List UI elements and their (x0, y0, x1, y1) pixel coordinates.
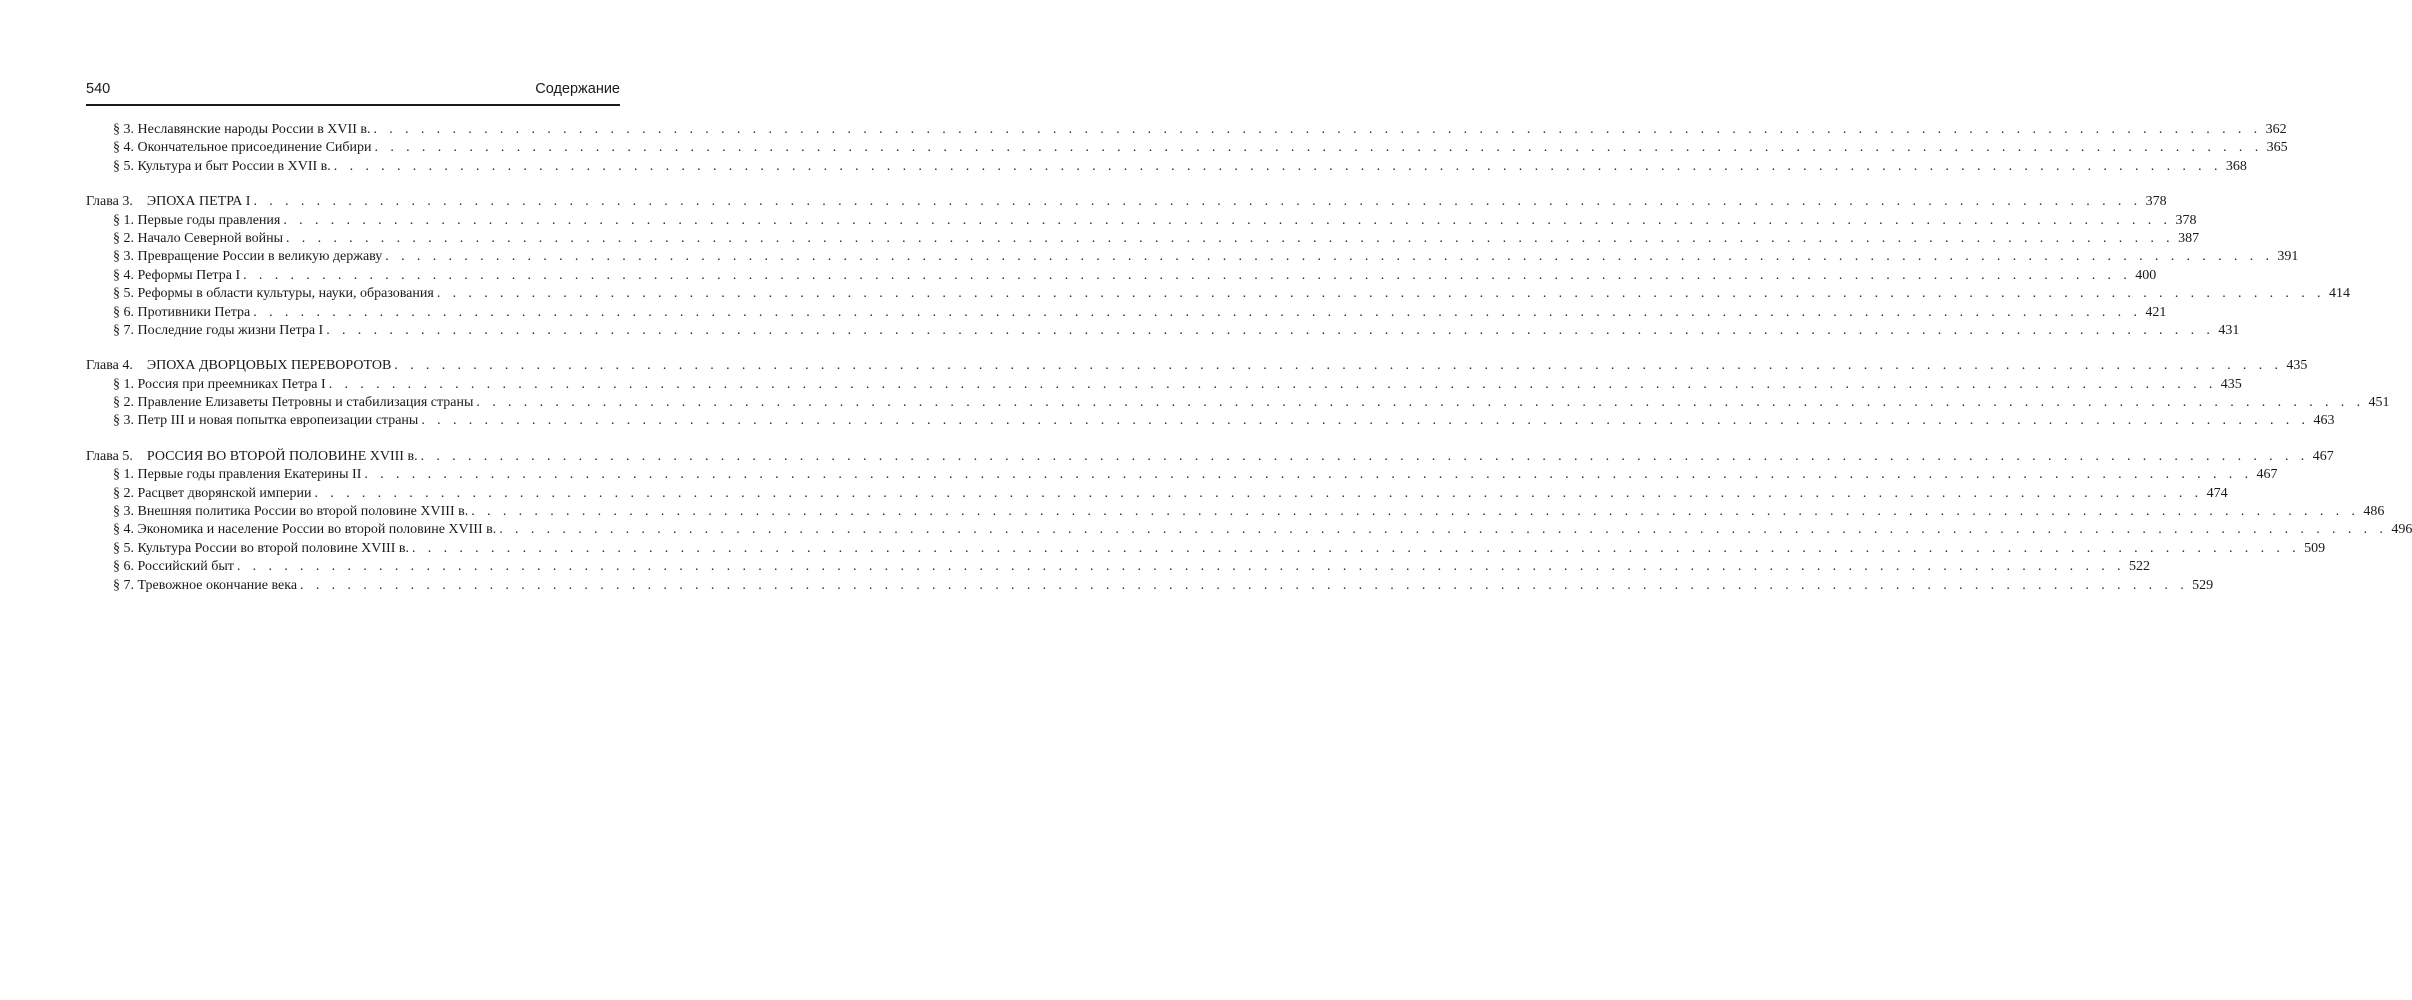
toc-entry-row[interactable] (86, 485, 2228, 503)
entry-page: 474 (2203, 485, 2228, 503)
running-title: Содержание (535, 81, 620, 97)
toc-chapter-row[interactable] (86, 357, 2308, 375)
chapter-page: 435 (2282, 357, 2307, 375)
chapter-heading (86, 448, 421, 466)
entry-page: 486 (2359, 503, 2384, 521)
entry-title: § 3. Петр III и новая попытка европеизации страны (113, 412, 421, 430)
entry-page: 365 (2263, 139, 2288, 157)
entry-title: § 5. Культура России во второй половине XVIII в. (113, 540, 412, 558)
leader-dots: . . . . . . . . . . . . . . . . . . . . . . . . . . . . . . . . . . . . . . . . . . . . . . . . . . . . . . . . . . . . . . . . . . . . . . . . . . . . . . . . . . . . . . . . . . . . . . . . . . . . . . . . . . . . . . . . . . . . . . . . (253, 194, 2142, 210)
entry-title: § 4. Реформы Петра I (113, 267, 243, 285)
entry-page: 435 (2217, 376, 2242, 394)
chapter-heading (86, 357, 394, 375)
entry-title: § 4. Окончательное присоединение Сибири (113, 139, 375, 157)
entry-title: § 3. Превращение России в великую державу (113, 248, 385, 266)
toc-entry-row[interactable] (86, 267, 2157, 285)
toc-entry-row[interactable] (86, 285, 2350, 303)
entry-title: § 1. Первые годы правления Екатерины II (113, 466, 364, 484)
chapter-number: Глава 4. (86, 358, 133, 374)
toc-entry-row[interactable] (86, 158, 2247, 176)
toc-entry-row[interactable] (86, 376, 2242, 394)
leader-dots: . . . . . . . . . . . . . . . . . . . . . . . . . . . . . . . . . . . . . . . . . . . . . . . . . . . . . . . . . . . . . . . . . . . . . . . . . . . . . . . . . . . . . . . . . . . . . . . . . . . . . . . . . . . . . . . . . . . . . . . . (314, 485, 2203, 501)
entry-page: 378 (2171, 212, 2196, 230)
toc-chapter-row[interactable] (86, 448, 2334, 466)
toc-group (86, 448, 2412, 595)
entry-page: 463 (2309, 412, 2334, 430)
leader-dots: . . . . . . . . . . . . . . . . . . . . . . . . . . . . . . . . . . . . . . . . . . . . . . . . . . . . . . . . . . . . . . . . . . . . . . . . . . . . . . . . . . . . . . . . . . . . . . . . . . . . . . . . . . . . . . . . . . . . . . . . (243, 267, 2132, 283)
leader-dots: . . . . . . . . . . . . . . . . . . . . . . . . . . . . . . . . . . . . . . . . . . . . . . . . . . . . . . . . . . . . . . . . . . . . . . . . . . . . . . . . . . . . . . . . . . . . . . . . . . . . . . . . . . . . . . . . . . . . . . . . (285, 230, 2175, 246)
toc-entry-row[interactable] (86, 212, 2197, 230)
entry-page: 451 (2365, 394, 2390, 412)
leader-dots: . . . . . . . . . . . . . . . . . . . . . . . . . . . . . . . . . . . . . . . . . . . . . . . . . . . . . . . . . . . . . . . . . . . . . . . . . . . . . . . . . . . . . . . . . . . . . . . . . . . . . . . . . . . . . . . . . . . . . . . . (421, 413, 2310, 429)
toc-entry-row[interactable] (86, 503, 2385, 521)
chapter-title: РОССИЯ ВО ВТОРОЙ ПОЛОВИНЕ XVIII в. (146, 448, 418, 464)
leader-dots: . . . . . . . . . . . . . . . . . . . . . . . . . . . . . . . . . . . . . . . . . . . . . . . . . . . . . . . . . . . . . . . . . . . . . . . . . . . . . . . . . . . . . . . . . . . . . . . . . . . . . . . . . . . . . . . . . . . . . . . . (328, 376, 2217, 392)
toc-entry-row[interactable] (86, 304, 2167, 322)
entry-title: § 5. Культура и быт России в XVII в. (113, 158, 334, 176)
leader-dots: . . . . . . . . . . . . . . . . . . . . . . . . . . . . . . . . . . . . . . . . . . . . . . . . . . . . . . . . . . . . . . . . . . . . . . . . . . . . . . . . . . . . . . . . . . . . . . . . . . . . . . . . . . . . . . . . . . . . . . . . (283, 212, 2172, 228)
chapter-number: Глава 3. (86, 194, 133, 210)
toc-entry-row[interactable] (86, 577, 2214, 595)
leader-dots: . . . . . . . . . . . . . . . . . . . . . . . . . . . . . . . . . . . . . . . . . . . . . . . . . . . . . . . . . . . . . . . . . . . . . . . . . . . . . . . . . . . . . . . . . . . . . . . . . . . . . . . . . . . . . . . . . . . . . . . . (333, 158, 2222, 174)
toc-entry-row[interactable] (86, 248, 2299, 266)
entry-page: 387 (2174, 230, 2199, 248)
toc-group (86, 121, 2288, 176)
toc-entry-row[interactable] (86, 394, 2390, 412)
entry-title: § 4. Экономика и население России во второй половине XVIII в. (113, 521, 499, 539)
entry-page: 467 (2252, 466, 2277, 484)
entry-page: 391 (2273, 248, 2298, 266)
leader-dots: . . . . . . . . . . . . . . . . . . . . . . . . . . . . . . . . . . . . . . . . . . . . . . . . . . . . . . . . . . . . . . . . . . . . . . . . . . . . . . . . . . . . . . . . . . . . . . . . . . . . . . . . . . . . . . . . . . . . . . . . (420, 448, 2309, 464)
toc-group (86, 357, 2390, 431)
entry-title: § 5. Реформы в области культуры, науки, образования (113, 285, 437, 303)
entry-page: 362 (2262, 121, 2287, 139)
toc-entry-row[interactable] (86, 322, 2240, 340)
leader-dots: . . . . . . . . . . . . . . . . . . . . . . . . . . . . . . . . . . . . . . . . . . . . . . . . . . . . . . . . . . . . . . . . . . . . . . . . . . . . . . . . . . . . . . . . . . . . . . . . . . . . . . . . . . . . . . . . . . . . . . . . (373, 122, 2262, 137)
table-of-contents (86, 121, 2412, 612)
leader-dots: . . . . . . . . . . . . . . . . . . . . . . . . . . . . . . . . . . . . . . . . . . . . . . . . . . . . . . . . . . . . . . . . . . . . . . . . . . . . . . . . . . . . . . . . . . . . . . . . . . . . . . . . . . . . . . . . . . . . . . . . (364, 467, 2253, 483)
toc-entry-row[interactable] (86, 466, 2278, 484)
toc-entry-row[interactable] (86, 139, 2288, 157)
toc-entry-row[interactable] (86, 230, 2200, 248)
entry-title: § 2. Расцвет дворянской империи (113, 485, 314, 503)
leader-dots: . . . . . . . . . . . . . . . . . . . . . . . . . . . . . . . . . . . . . . . . . . . . . . . . . . . . . . . . . . . . . . . . . . . . . . . . . . . . . . . . . . . . . . . . . . . . . . . . . . . . . . . . . . . . . . . . . . . . . . . . (253, 304, 2142, 320)
chapter-page: 378 (2142, 193, 2167, 211)
entry-page: 368 (2222, 158, 2247, 176)
leader-dots: . . . . . . . . . . . . . . . . . . . . . . . . . . . . . . . . . . . . . . . . . . . . . . . . . . . . . . . . . . . . . . . . . . . . . . . . . . . . . . . . . . . . . . . . . . . . . . . . . . . . . . . . . . . . . . . . . . . . . . . . (476, 395, 2365, 411)
chapter-number: Глава 5. (86, 448, 133, 464)
chapter-title: ЭПОХА ДВОРЦОВЫХ ПЕРЕВОРОТОВ (146, 358, 392, 374)
entry-page: 522 (2125, 558, 2150, 576)
toc-entry-row[interactable] (86, 521, 2412, 539)
leader-dots: . . . . . . . . . . . . . . . . . . . . . . . . . . . . . . . . . . . . . . . . . . . . . . . . . . . . . . . . . . . . . . . . . . . . . . . . . . . . . . . . . . . . . . . . . . . . . . . . . . . . . . . . . . . . . . . . . . . . . . . . (471, 504, 2360, 520)
entry-title: § 3. Внешняя политика России во второй половине XVIII в. (113, 503, 471, 521)
leader-dots: . . . . . . . . . . . . . . . . . . . . . . . . . . . . . . . . . . . . . . . . . . . . . . . . . . . . . . . . . . . . . . . . . . . . . . . . . . . . . . . . . . . . . . . . . . . . . . . . . . . . . . . . . . . . . . . . . . . . . . . . (326, 322, 2215, 338)
running-header (86, 78, 620, 106)
entry-title: § 3. Неславянские народы России в XVII в. (113, 121, 373, 139)
leader-dots: . . . . . . . . . . . . . . . . . . . . . . . . . . . . . . . . . . . . . . . . . . . . . . . . . . . . . . . . . . . . . . . . . . . . . . . . . . . . . . . . . . . . . . . . . . . . . . . . . . . . . . . . . . . . . . . . . . . . . . . . (499, 522, 2388, 538)
leader-dots: . . . . . . . . . . . . . . . . . . . . . . . . . . . . . . . . . . . . . . . . . . . . . . . . . . . . . . . . . . . . . . . . . . . . . . . . . . . . . . . . . . . . . . . . . . . . . . . . . . . . . . . . . . . . . . . . . . . . . . . . (436, 286, 2325, 302)
toc-entry-row[interactable] (86, 412, 2335, 430)
leader-dots: . . . . . . . . . . . . . . . . . . . . . . . . . . . . . . . . . . . . . . . . . . . . . . . . . . . . . . . . . . . . . . . . . . . . . . . . . . . . . . . . . . . . . . . . . . . . . . . . . . . . . . . . . . . . . . . . . . . . . . . . (236, 559, 2125, 575)
entry-title: § 7. Тревожное окончание века (113, 577, 300, 595)
entry-page: 529 (2188, 577, 2213, 595)
entry-page: 400 (2131, 267, 2156, 285)
leader-dots: . . . . . . . . . . . . . . . . . . . . . . . . . . . . . . . . . . . . . . . . . . . . . . . . . . . . . . . . . . . . . . . . . . . . . . . . . . . . . . . . . . . . . . . . . . . . . . . . . . . . . . . . . . . . . . . . . . . . . . . . (300, 577, 2189, 593)
page-number: 540 (86, 81, 111, 97)
toc-entry-row[interactable] (86, 558, 2150, 576)
toc-entry-row[interactable] (86, 540, 2326, 558)
entry-page: 431 (2214, 322, 2239, 340)
leader-dots: . . . . . . . . . . . . . . . . . . . . . . . . . . . . . . . . . . . . . . . . . . . . . . . . . . . . . . . . . . . . . . . . . . . . . . . . . . . . . . . . . . . . . . . . . . . . . . . . . . . . . . . . . . . . . . . . . . . . . . . . (394, 358, 2283, 374)
toc-chapter-row[interactable] (86, 193, 2167, 211)
chapter-page: 467 (2309, 448, 2334, 466)
entry-page: 421 (2141, 304, 2166, 322)
entry-title: § 1. Первые годы правления (113, 212, 283, 230)
entry-title: § 2. Правление Елизаветы Петровны и стабилизация страны (113, 394, 476, 412)
leader-dots: . . . . . . . . . . . . . . . . . . . . . . . . . . . . . . . . . . . . . . . . . . . . . . . . . . . . . . . . . . . . . . . . . . . . . . . . . . . . . . . . . . . . . . . . . . . . . . . . . . . . . . . . . . . . . . . . . . . . . . . . (411, 540, 2301, 556)
toc-entry-row[interactable] (86, 121, 2287, 139)
entry-title: § 7. Последние годы жизни Петра I (113, 322, 326, 340)
toc-group (86, 193, 2350, 340)
entry-page: 509 (2300, 540, 2325, 558)
entry-title: § 2. Начало Северной войны (113, 230, 286, 248)
entry-page: 496 (2387, 521, 2412, 539)
chapter-heading (86, 193, 253, 211)
leader-dots: . . . . . . . . . . . . . . . . . . . . . . . . . . . . . . . . . . . . . . . . . . . . . . . . . . . . . . . . . . . . . . . . . . . . . . . . . . . . . . . . . . . . . . . . . . . . . . . . . . . . . . . . . . . . . . . . . . . . . . . . (385, 249, 2274, 265)
entry-page: 414 (2325, 285, 2350, 303)
leader-dots: . . . . . . . . . . . . . . . . . . . . . . . . . . . . . . . . . . . . . . . . . . . . . . . . . . . . . . . . . . . . . . . . . . . . . . . . . . . . . . . . . . . . . . . . . . . . . . . . . . . . . . . . . . . . . . . . . . . . . . . . (374, 140, 2263, 156)
entry-title: § 1. Россия при преемниках Петра I (113, 376, 329, 394)
chapter-title: ЭПОХА ПЕТРА I (146, 194, 251, 210)
entry-title: § 6. Российский быт (113, 558, 237, 576)
entry-title: § 6. Противники Петра (113, 304, 253, 322)
